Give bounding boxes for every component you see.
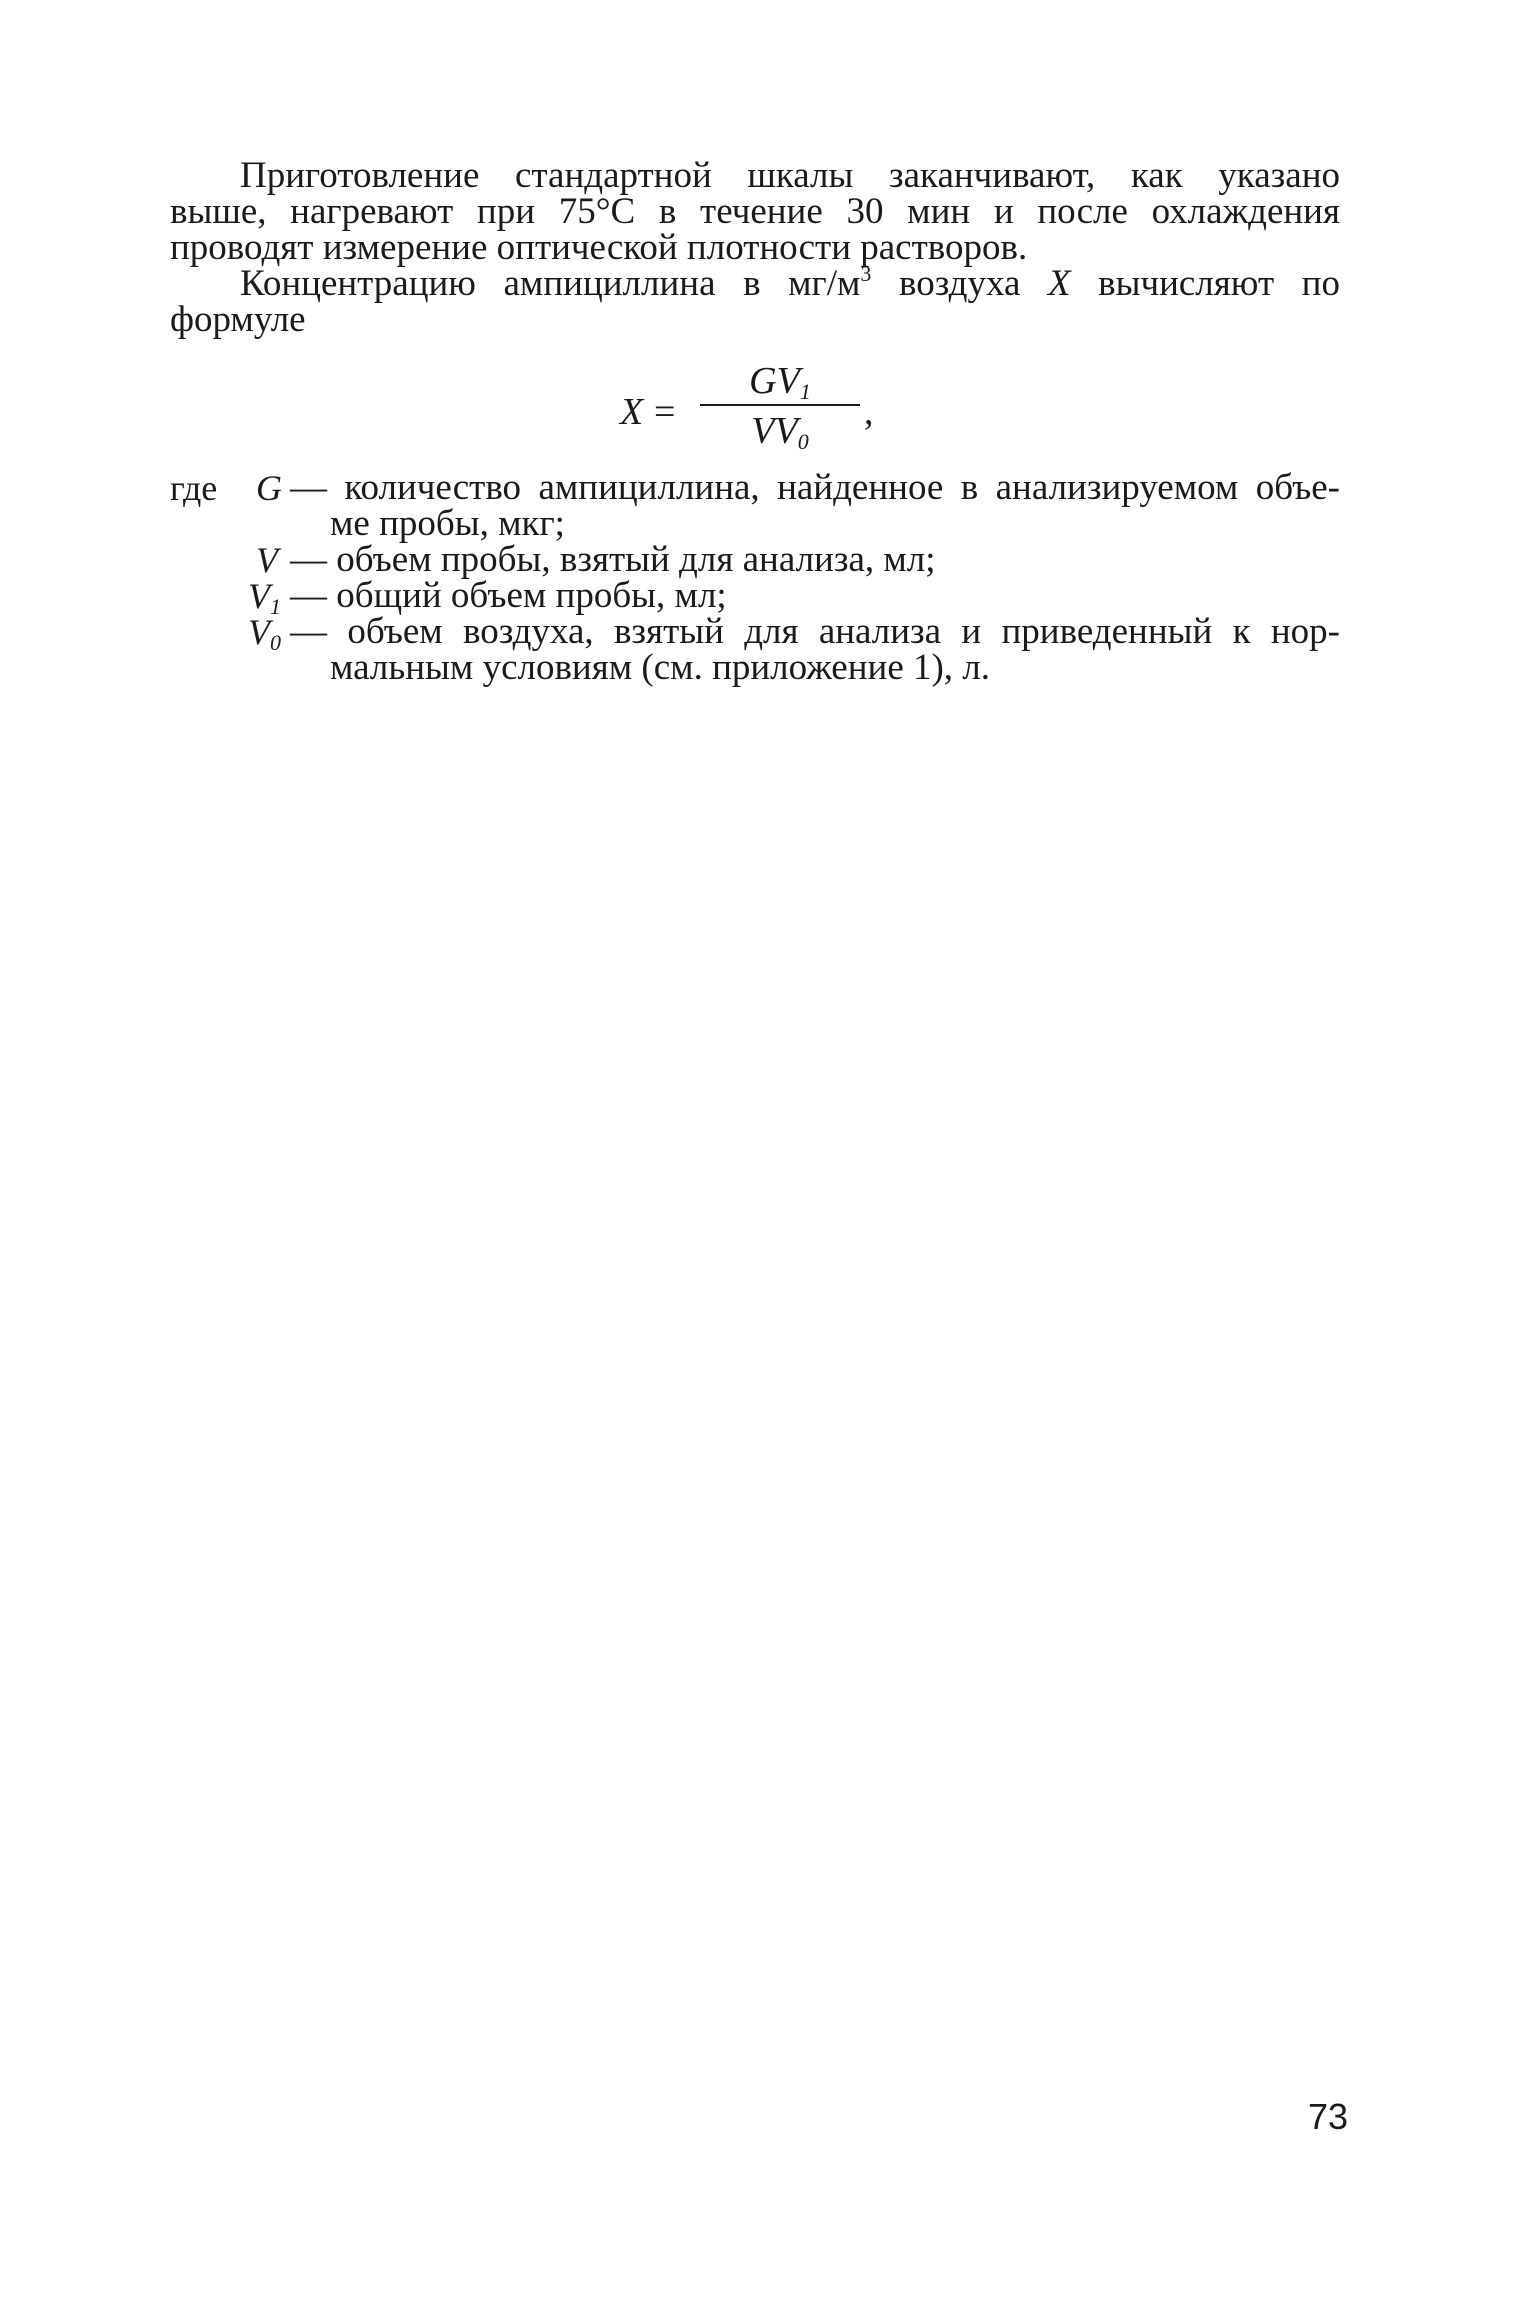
definitions-list	[170, 467, 1341, 688]
definition-text: — количество ампициллина, найденное в анализируемом объе- ме пробы, мкг;	[290, 467, 1340, 544]
definition-text: — объем воздуха, взятый для анализа и приведенный к нор- мальным условиям (см. приложение 1), л.	[290, 611, 1341, 688]
formula-denominator: $VV_0$	[751, 410, 809, 454]
formula-numerator: $GV_1$	[749, 360, 811, 404]
page-number: 73	[1308, 2096, 1349, 2137]
fraction-bar	[700, 404, 860, 406]
definition-item	[170, 575, 1340, 619]
definition-item	[170, 611, 1341, 688]
definition-item	[170, 539, 1340, 580]
formula-fraction	[700, 360, 860, 452]
formula-equals: =	[654, 391, 676, 433]
paragraph-line: Приготовление стандартной шкалы заканчивают, как указано	[240, 155, 1340, 196]
definition-text: — объем пробы, взятый для анализа, мл;	[290, 539, 936, 580]
paragraph-line: выше, нагревают при 75°С в течение 30 мин и после охлаждения	[170, 191, 1340, 232]
where-label: где	[170, 468, 218, 508]
paragraph-line: проводят измерение оптической плотности растворов.	[170, 227, 1028, 268]
paragraph-concentration	[170, 261, 1340, 340]
paragraph-line: Концентрацию ампициллина в $мг/м^3$ воздуха X вычисляют по	[240, 261, 1340, 304]
paragraph-standard-scale	[170, 155, 1340, 268]
definition-symbol: G	[256, 468, 282, 508]
definition-text: — общий объем пробы, мл;	[290, 575, 727, 616]
formula	[620, 360, 900, 470]
definition-symbol: $V_0$	[248, 612, 281, 655]
formula-lhs: X	[620, 391, 644, 433]
definition-item	[170, 467, 1340, 544]
definition-symbol: $V_1$	[248, 576, 281, 619]
formula-comma: ,	[864, 391, 874, 433]
paragraph-line: формуле	[170, 299, 306, 340]
definition-symbol: V	[256, 540, 278, 580]
